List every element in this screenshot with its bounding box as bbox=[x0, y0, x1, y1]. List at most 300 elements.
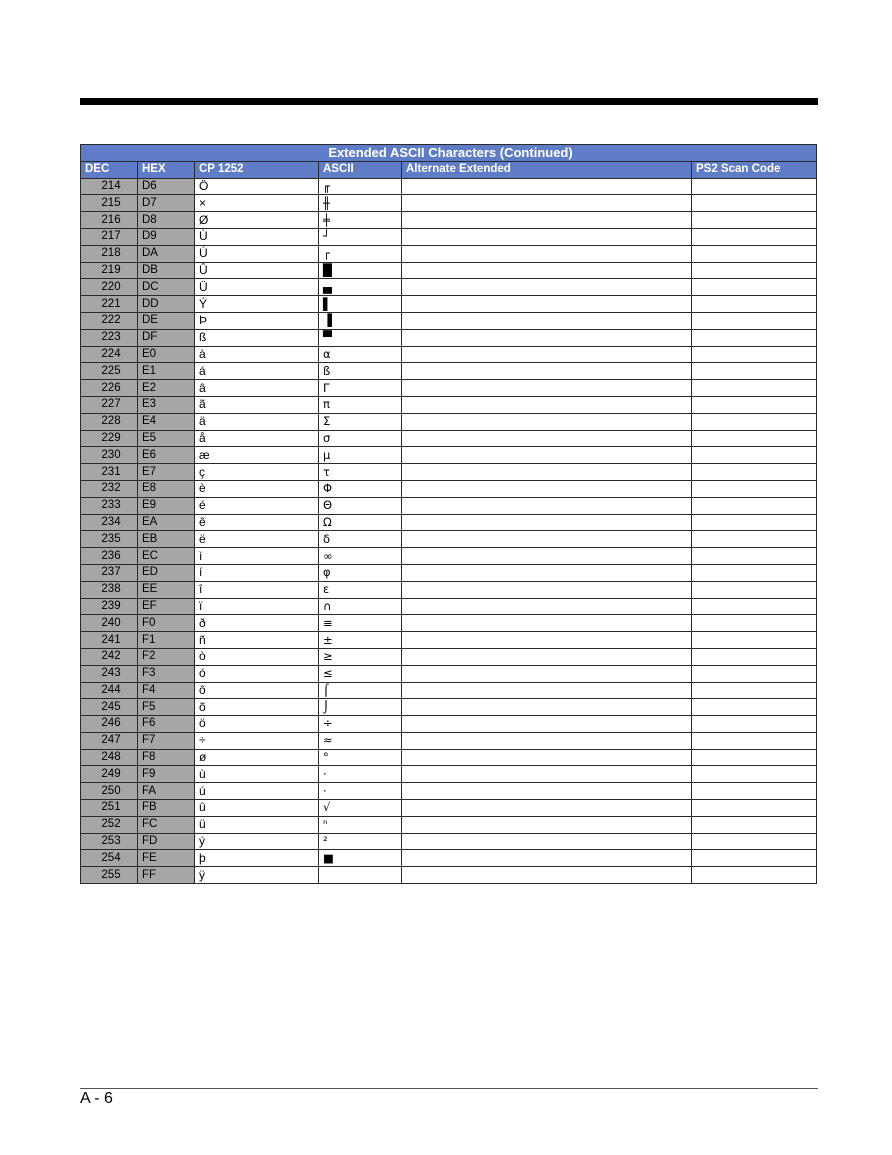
cell-cp1252: è bbox=[195, 480, 319, 497]
cell-ascii: ÷ bbox=[319, 716, 402, 733]
cell-hex: E4 bbox=[138, 413, 195, 430]
cell-alternate-extended bbox=[402, 346, 692, 363]
cell-alternate-extended bbox=[402, 430, 692, 447]
cell-cp1252: Þ bbox=[195, 312, 319, 329]
cell-dec: 241 bbox=[81, 632, 138, 649]
cell-cp1252: Ü bbox=[195, 279, 319, 296]
cell-alternate-extended bbox=[402, 850, 692, 867]
cell-hex: F0 bbox=[138, 615, 195, 632]
table-row bbox=[81, 447, 817, 464]
cell-dec: 237 bbox=[81, 564, 138, 581]
cell-ascii: ∞ bbox=[319, 548, 402, 565]
cell-ps2-scan-code bbox=[692, 800, 817, 817]
cell-alternate-extended bbox=[402, 329, 692, 346]
extended-ascii-table bbox=[80, 144, 817, 884]
cell-dec: 252 bbox=[81, 816, 138, 833]
cell-alternate-extended bbox=[402, 749, 692, 766]
cell-cp1252: × bbox=[195, 195, 319, 212]
cell-alternate-extended bbox=[402, 632, 692, 649]
column-header-dec: DEC bbox=[81, 161, 138, 178]
cell-alternate-extended bbox=[402, 480, 692, 497]
cell-alternate-extended bbox=[402, 296, 692, 313]
cell-ascii: █ bbox=[319, 262, 402, 279]
cell-ps2-scan-code bbox=[692, 480, 817, 497]
cell-alternate-extended bbox=[402, 581, 692, 598]
cell-dec: 239 bbox=[81, 598, 138, 615]
cell-alternate-extended bbox=[402, 598, 692, 615]
cell-hex: F4 bbox=[138, 682, 195, 699]
cell-alternate-extended bbox=[402, 564, 692, 581]
column-header-cp1252: CP 1252 bbox=[195, 161, 319, 178]
cell-ascii: ≡ bbox=[319, 615, 402, 632]
cell-dec: 216 bbox=[81, 212, 138, 229]
cell-ps2-scan-code bbox=[692, 279, 817, 296]
cell-cp1252: ê bbox=[195, 514, 319, 531]
cell-dec: 222 bbox=[81, 312, 138, 329]
cell-dec: 238 bbox=[81, 581, 138, 598]
cell-hex: EE bbox=[138, 581, 195, 598]
cell-alternate-extended bbox=[402, 245, 692, 262]
cell-cp1252: î bbox=[195, 581, 319, 598]
cell-dec: 227 bbox=[81, 396, 138, 413]
cell-cp1252: ó bbox=[195, 665, 319, 682]
cell-alternate-extended bbox=[402, 396, 692, 413]
cell-ascii: ε bbox=[319, 581, 402, 598]
cell-ascii: α bbox=[319, 346, 402, 363]
cell-cp1252: Ù bbox=[195, 228, 319, 245]
cell-hex: D9 bbox=[138, 228, 195, 245]
cell-dec: 228 bbox=[81, 413, 138, 430]
cell-hex: EF bbox=[138, 598, 195, 615]
cell-cp1252: í bbox=[195, 564, 319, 581]
cell-hex: FE bbox=[138, 850, 195, 867]
cell-ps2-scan-code bbox=[692, 514, 817, 531]
cell-ascii: ■ bbox=[319, 850, 402, 867]
cell-ps2-scan-code bbox=[692, 531, 817, 548]
cell-ps2-scan-code bbox=[692, 178, 817, 195]
cell-ps2-scan-code bbox=[692, 766, 817, 783]
table-title: Extended ASCII Characters (Continued) bbox=[81, 145, 817, 162]
cell-alternate-extended bbox=[402, 464, 692, 481]
table-row bbox=[81, 632, 817, 649]
cell-dec: 234 bbox=[81, 514, 138, 531]
cell-cp1252: ù bbox=[195, 766, 319, 783]
cell-hex: DB bbox=[138, 262, 195, 279]
cell-alternate-extended bbox=[402, 195, 692, 212]
cell-hex: EB bbox=[138, 531, 195, 548]
cell-alternate-extended bbox=[402, 380, 692, 397]
cell-hex: F8 bbox=[138, 749, 195, 766]
table-row bbox=[81, 178, 817, 195]
cell-alternate-extended bbox=[402, 732, 692, 749]
cell-ps2-scan-code bbox=[692, 296, 817, 313]
table-row bbox=[81, 245, 817, 262]
cell-ps2-scan-code bbox=[692, 699, 817, 716]
cell-ps2-scan-code bbox=[692, 833, 817, 850]
cell-ps2-scan-code bbox=[692, 716, 817, 733]
cell-cp1252: ñ bbox=[195, 632, 319, 649]
table-row bbox=[81, 296, 817, 313]
column-header-hex: HEX bbox=[138, 161, 195, 178]
cell-ps2-scan-code bbox=[692, 245, 817, 262]
cell-dec: 249 bbox=[81, 766, 138, 783]
cell-ps2-scan-code bbox=[692, 312, 817, 329]
table-row bbox=[81, 850, 817, 867]
cell-hex: E5 bbox=[138, 430, 195, 447]
table-row bbox=[81, 716, 817, 733]
cell-hex: E6 bbox=[138, 447, 195, 464]
cell-dec: 217 bbox=[81, 228, 138, 245]
cell-hex: E3 bbox=[138, 396, 195, 413]
cell-ascii: ≤ bbox=[319, 665, 402, 682]
cell-ascii: ≥ bbox=[319, 648, 402, 665]
cell-cp1252: ã bbox=[195, 396, 319, 413]
cell-dec: 231 bbox=[81, 464, 138, 481]
cell-cp1252: Ö bbox=[195, 178, 319, 195]
table-row bbox=[81, 312, 817, 329]
cell-ps2-scan-code bbox=[692, 581, 817, 598]
cell-cp1252: ü bbox=[195, 816, 319, 833]
table-row bbox=[81, 665, 817, 682]
cell-ascii: Φ bbox=[319, 480, 402, 497]
cell-alternate-extended bbox=[402, 833, 692, 850]
cell-ascii: δ bbox=[319, 531, 402, 548]
cell-dec: 255 bbox=[81, 867, 138, 884]
table-row bbox=[81, 749, 817, 766]
cell-ps2-scan-code bbox=[692, 228, 817, 245]
cell-cp1252: á bbox=[195, 363, 319, 380]
cell-ps2-scan-code bbox=[692, 548, 817, 565]
footer-rule bbox=[80, 1088, 818, 1089]
table-row bbox=[81, 732, 817, 749]
table-body bbox=[81, 178, 817, 883]
table-row bbox=[81, 195, 817, 212]
column-header-ascii: ASCII bbox=[319, 161, 402, 178]
table-row bbox=[81, 581, 817, 598]
cell-hex: FF bbox=[138, 867, 195, 884]
cell-ascii: ┌ bbox=[319, 245, 402, 262]
cell-alternate-extended bbox=[402, 766, 692, 783]
cell-hex: E0 bbox=[138, 346, 195, 363]
table-row bbox=[81, 396, 817, 413]
cell-dec: 235 bbox=[81, 531, 138, 548]
cell-hex: EC bbox=[138, 548, 195, 565]
cell-ascii: √ bbox=[319, 800, 402, 817]
cell-hex: E1 bbox=[138, 363, 195, 380]
cell-hex: DE bbox=[138, 312, 195, 329]
cell-cp1252: à bbox=[195, 346, 319, 363]
cell-ps2-scan-code bbox=[692, 497, 817, 514]
cell-hex: DF bbox=[138, 329, 195, 346]
cell-dec: 225 bbox=[81, 363, 138, 380]
table-row bbox=[81, 212, 817, 229]
cell-alternate-extended bbox=[402, 262, 692, 279]
cell-cp1252: Û bbox=[195, 262, 319, 279]
cell-dec: 218 bbox=[81, 245, 138, 262]
cell-dec: 243 bbox=[81, 665, 138, 682]
cell-ascii: Γ bbox=[319, 380, 402, 397]
cell-cp1252: Ú bbox=[195, 245, 319, 262]
cell-hex: DA bbox=[138, 245, 195, 262]
cell-alternate-extended bbox=[402, 716, 692, 733]
cell-hex: FA bbox=[138, 783, 195, 800]
cell-alternate-extended bbox=[402, 212, 692, 229]
cell-hex: F2 bbox=[138, 648, 195, 665]
cell-dec: 242 bbox=[81, 648, 138, 665]
cell-ascii: ß bbox=[319, 363, 402, 380]
cell-hex: E9 bbox=[138, 497, 195, 514]
cell-ascii: Σ bbox=[319, 413, 402, 430]
cell-dec: 247 bbox=[81, 732, 138, 749]
cell-alternate-extended bbox=[402, 228, 692, 245]
table-row bbox=[81, 682, 817, 699]
cell-ascii: ╪ bbox=[319, 212, 402, 229]
cell-ascii: Θ bbox=[319, 497, 402, 514]
cell-dec: 223 bbox=[81, 329, 138, 346]
cell-ps2-scan-code bbox=[692, 262, 817, 279]
cell-hex: F7 bbox=[138, 732, 195, 749]
cell-alternate-extended bbox=[402, 800, 692, 817]
cell-ps2-scan-code bbox=[692, 783, 817, 800]
cell-alternate-extended bbox=[402, 682, 692, 699]
cell-ascii: ⌡ bbox=[319, 699, 402, 716]
cell-dec: 232 bbox=[81, 480, 138, 497]
cell-ps2-scan-code bbox=[692, 346, 817, 363]
cell-dec: 230 bbox=[81, 447, 138, 464]
cell-hex: F6 bbox=[138, 716, 195, 733]
cell-alternate-extended bbox=[402, 615, 692, 632]
cell-ps2-scan-code bbox=[692, 648, 817, 665]
cell-ps2-scan-code bbox=[692, 380, 817, 397]
cell-cp1252: ç bbox=[195, 464, 319, 481]
cell-hex: EA bbox=[138, 514, 195, 531]
cell-alternate-extended bbox=[402, 413, 692, 430]
cell-cp1252: ë bbox=[195, 531, 319, 548]
cell-cp1252: ÷ bbox=[195, 732, 319, 749]
cell-ascii: ╫ bbox=[319, 195, 402, 212]
cell-hex: D6 bbox=[138, 178, 195, 195]
table-row bbox=[81, 648, 817, 665]
cell-cp1252: Ý bbox=[195, 296, 319, 313]
cell-cp1252: ð bbox=[195, 615, 319, 632]
cell-ascii: ┘ bbox=[319, 228, 402, 245]
cell-alternate-extended bbox=[402, 363, 692, 380]
table-row bbox=[81, 480, 817, 497]
table-row bbox=[81, 816, 817, 833]
cell-ascii: ° bbox=[319, 749, 402, 766]
cell-alternate-extended bbox=[402, 816, 692, 833]
cell-ascii: φ bbox=[319, 564, 402, 581]
cell-cp1252: ú bbox=[195, 783, 319, 800]
cell-cp1252: é bbox=[195, 497, 319, 514]
table-row bbox=[81, 699, 817, 716]
cell-dec: 248 bbox=[81, 749, 138, 766]
cell-alternate-extended bbox=[402, 531, 692, 548]
cell-cp1252: ì bbox=[195, 548, 319, 565]
cell-hex: DD bbox=[138, 296, 195, 313]
cell-ascii: ≈ bbox=[319, 732, 402, 749]
cell-hex: FB bbox=[138, 800, 195, 817]
table-row bbox=[81, 497, 817, 514]
cell-ascii: σ bbox=[319, 430, 402, 447]
cell-ps2-scan-code bbox=[692, 615, 817, 632]
cell-hex: FC bbox=[138, 816, 195, 833]
page-number: A - 6 bbox=[80, 1090, 113, 1107]
cell-alternate-extended bbox=[402, 665, 692, 682]
cell-cp1252: ö bbox=[195, 716, 319, 733]
cell-ascii: ± bbox=[319, 632, 402, 649]
table-row bbox=[81, 413, 817, 430]
cell-ps2-scan-code bbox=[692, 867, 817, 884]
table-row bbox=[81, 228, 817, 245]
cell-cp1252: ò bbox=[195, 648, 319, 665]
cell-ps2-scan-code bbox=[692, 665, 817, 682]
cell-ps2-scan-code bbox=[692, 212, 817, 229]
table-row bbox=[81, 766, 817, 783]
cell-ps2-scan-code bbox=[692, 430, 817, 447]
table-row bbox=[81, 833, 817, 850]
cell-dec: 251 bbox=[81, 800, 138, 817]
cell-ascii: ╓ bbox=[319, 178, 402, 195]
table-row bbox=[81, 430, 817, 447]
cell-dec: 224 bbox=[81, 346, 138, 363]
cell-alternate-extended bbox=[402, 648, 692, 665]
cell-ascii bbox=[319, 867, 402, 884]
cell-hex: E7 bbox=[138, 464, 195, 481]
cell-hex: D7 bbox=[138, 195, 195, 212]
cell-dec: 233 bbox=[81, 497, 138, 514]
cell-hex: F3 bbox=[138, 665, 195, 682]
cell-ps2-scan-code bbox=[692, 850, 817, 867]
cell-hex: ED bbox=[138, 564, 195, 581]
cell-dec: 214 bbox=[81, 178, 138, 195]
cell-ascii: ▌ bbox=[319, 296, 402, 313]
table-row bbox=[81, 598, 817, 615]
cell-dec: 215 bbox=[81, 195, 138, 212]
cell-ps2-scan-code bbox=[692, 816, 817, 833]
cell-alternate-extended bbox=[402, 548, 692, 565]
cell-ascii: ∩ bbox=[319, 598, 402, 615]
cell-ascii: µ bbox=[319, 447, 402, 464]
table-row bbox=[81, 514, 817, 531]
cell-ps2-scan-code bbox=[692, 363, 817, 380]
cell-hex: E2 bbox=[138, 380, 195, 397]
cell-dec: 254 bbox=[81, 850, 138, 867]
table-row bbox=[81, 800, 817, 817]
table-row bbox=[81, 346, 817, 363]
cell-alternate-extended bbox=[402, 867, 692, 884]
cell-ps2-scan-code bbox=[692, 732, 817, 749]
cell-alternate-extended bbox=[402, 312, 692, 329]
cell-ps2-scan-code bbox=[692, 564, 817, 581]
cell-cp1252: â bbox=[195, 380, 319, 397]
column-header-ps2-scan-code: PS2 Scan Code bbox=[692, 161, 817, 178]
cell-alternate-extended bbox=[402, 279, 692, 296]
cell-cp1252: å bbox=[195, 430, 319, 447]
cell-dec: 240 bbox=[81, 615, 138, 632]
cell-dec: 244 bbox=[81, 682, 138, 699]
cell-hex: F5 bbox=[138, 699, 195, 716]
cell-cp1252: ÿ bbox=[195, 867, 319, 884]
table-row bbox=[81, 464, 817, 481]
cell-ascii: ² bbox=[319, 833, 402, 850]
cell-cp1252: õ bbox=[195, 699, 319, 716]
table-row bbox=[81, 279, 817, 296]
table-row bbox=[81, 564, 817, 581]
cell-ascii: ▀ bbox=[319, 329, 402, 346]
cell-cp1252: ø bbox=[195, 749, 319, 766]
cell-ascii: · bbox=[319, 783, 402, 800]
cell-ascii: τ bbox=[319, 464, 402, 481]
cell-hex: FD bbox=[138, 833, 195, 850]
cell-alternate-extended bbox=[402, 783, 692, 800]
top-rule bbox=[80, 98, 818, 105]
cell-ps2-scan-code bbox=[692, 447, 817, 464]
cell-ps2-scan-code bbox=[692, 632, 817, 649]
table-row bbox=[81, 783, 817, 800]
cell-hex: DC bbox=[138, 279, 195, 296]
cell-dec: 221 bbox=[81, 296, 138, 313]
cell-ps2-scan-code bbox=[692, 413, 817, 430]
cell-alternate-extended bbox=[402, 514, 692, 531]
cell-dec: 236 bbox=[81, 548, 138, 565]
cell-ascii: ▐ bbox=[319, 312, 402, 329]
cell-cp1252: ï bbox=[195, 598, 319, 615]
cell-alternate-extended bbox=[402, 447, 692, 464]
cell-ps2-scan-code bbox=[692, 682, 817, 699]
cell-hex: F1 bbox=[138, 632, 195, 649]
table-row bbox=[81, 262, 817, 279]
cell-dec: 253 bbox=[81, 833, 138, 850]
cell-ps2-scan-code bbox=[692, 749, 817, 766]
cell-dec: 245 bbox=[81, 699, 138, 716]
cell-dec: 219 bbox=[81, 262, 138, 279]
cell-hex: F9 bbox=[138, 766, 195, 783]
cell-cp1252: æ bbox=[195, 447, 319, 464]
cell-alternate-extended bbox=[402, 699, 692, 716]
table-row bbox=[81, 615, 817, 632]
cell-hex: E8 bbox=[138, 480, 195, 497]
table-row bbox=[81, 329, 817, 346]
cell-ps2-scan-code bbox=[692, 195, 817, 212]
cell-ps2-scan-code bbox=[692, 598, 817, 615]
cell-dec: 226 bbox=[81, 380, 138, 397]
cell-cp1252: û bbox=[195, 800, 319, 817]
cell-cp1252: ô bbox=[195, 682, 319, 699]
cell-ascii: Ω bbox=[319, 514, 402, 531]
cell-ascii: π bbox=[319, 396, 402, 413]
cell-dec: 229 bbox=[81, 430, 138, 447]
cell-ascii: ▄ bbox=[319, 279, 402, 296]
cell-dec: 250 bbox=[81, 783, 138, 800]
table-row bbox=[81, 867, 817, 884]
cell-ps2-scan-code bbox=[692, 464, 817, 481]
cell-alternate-extended bbox=[402, 497, 692, 514]
cell-dec: 246 bbox=[81, 716, 138, 733]
cell-ascii: · bbox=[319, 766, 402, 783]
cell-ps2-scan-code bbox=[692, 396, 817, 413]
table-row bbox=[81, 380, 817, 397]
cell-cp1252: Ø bbox=[195, 212, 319, 229]
table-row bbox=[81, 531, 817, 548]
cell-alternate-extended bbox=[402, 178, 692, 195]
cell-dec: 220 bbox=[81, 279, 138, 296]
cell-cp1252: ä bbox=[195, 413, 319, 430]
column-header-alternate-extended: Alternate Extended bbox=[402, 161, 692, 178]
cell-cp1252: þ bbox=[195, 850, 319, 867]
cell-cp1252: ý bbox=[195, 833, 319, 850]
table-row bbox=[81, 363, 817, 380]
